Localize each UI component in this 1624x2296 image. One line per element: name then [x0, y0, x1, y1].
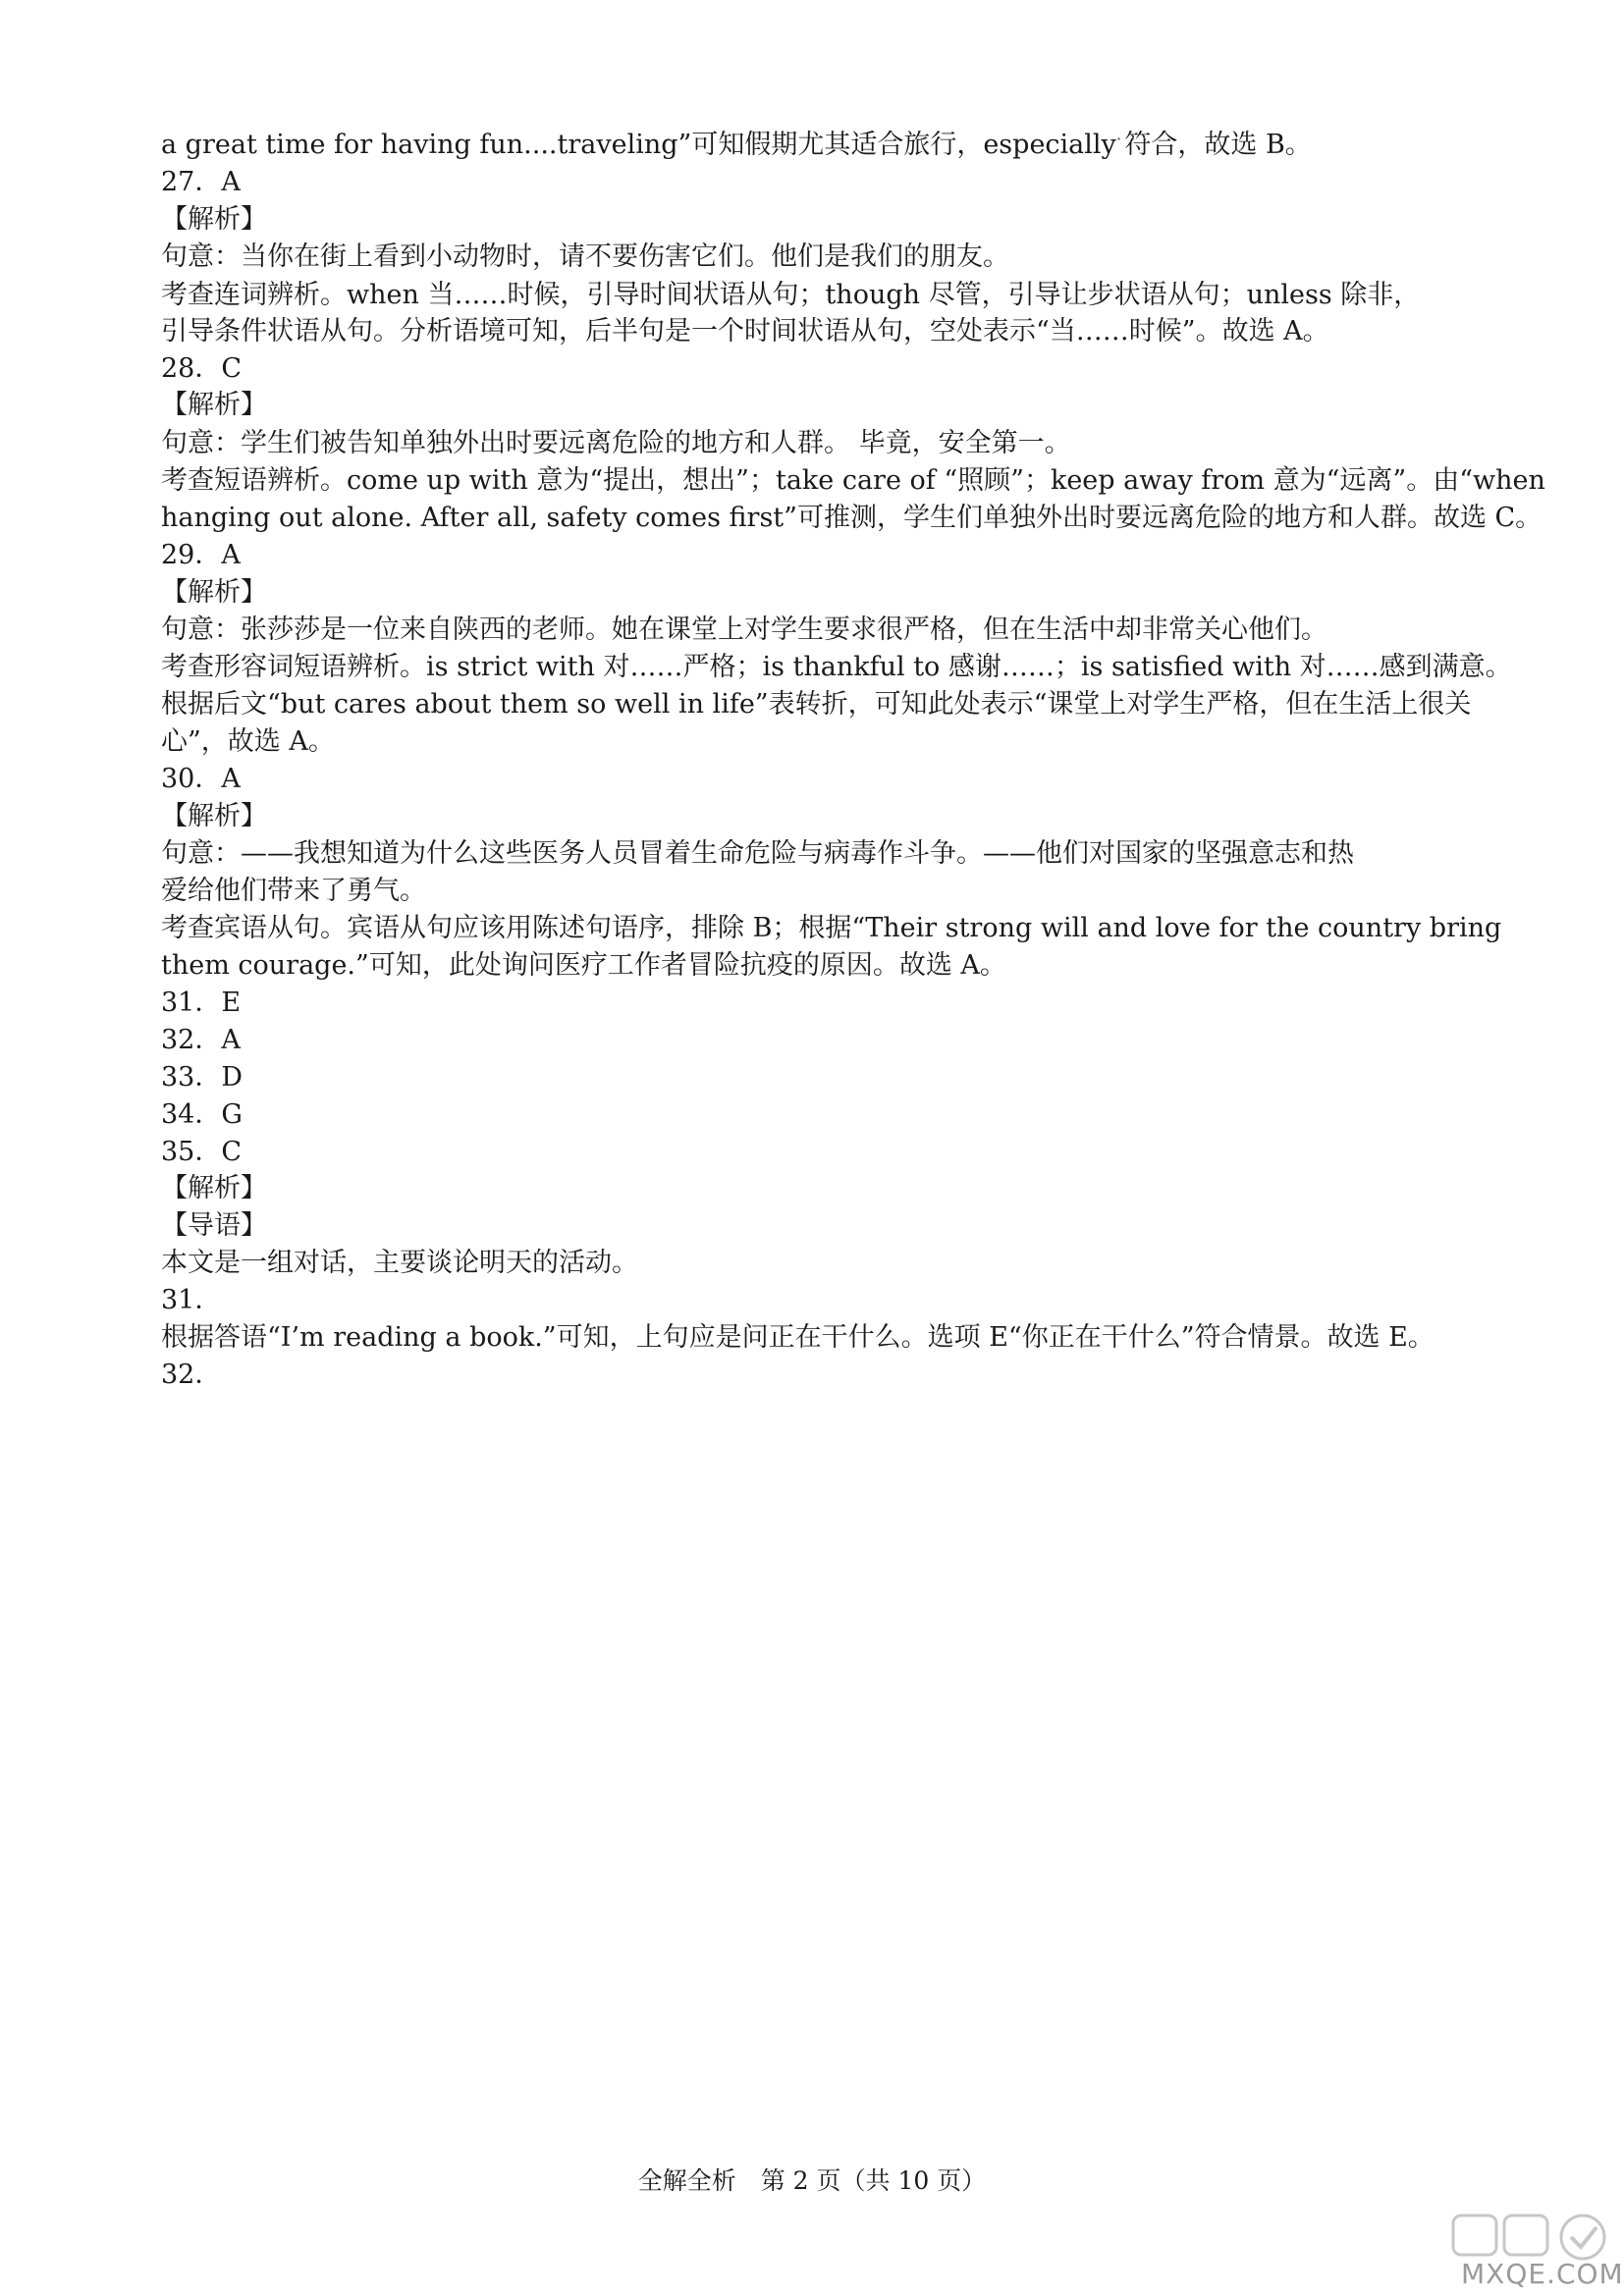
answer-35: 35．C: [161, 1137, 243, 1167]
analysis-heading: 【解析】: [161, 390, 267, 420]
text-line: a great time for having fun....traveling”可知假期尤其适合旅行，especially 符合，故选 B。: [161, 130, 1312, 160]
text-line: them courage.”可知，此处询问医疗工作者冒险抗疫的原因。故选 A。: [161, 950, 1006, 981]
analysis-heading: 【解析】: [161, 577, 267, 608]
intro-heading: 【导语】: [161, 1210, 267, 1241]
text-line: 爱给他们带来了勇气。: [161, 876, 426, 906]
answer-32: 32．A: [161, 1025, 241, 1055]
analysis-heading: 【解析】: [161, 801, 267, 831]
text-line: 本文是一组对话，主要谈论明天的活动。: [161, 1248, 638, 1278]
question-number: 32．: [161, 1360, 222, 1390]
text-line: 根据后文“but cares about them so well in life”表转折，可知此处表示“课堂上对学生严格，但在生活上很关: [161, 689, 1472, 720]
watermark-text: MXQE.COM: [1461, 2258, 1624, 2290]
text-line: 句意：学生们被告知单独外出时要远离危险的地方和人群。 毕竟，安全第一。: [161, 428, 1071, 458]
answer-28: 28．C: [161, 353, 243, 384]
text-line: 根据答语“I’m reading a book.”可知，上句应是问正在干什么。选项 E“你正在干什么”符合情景。故选 E。: [161, 1322, 1435, 1353]
text-line: 考查短语辨析。come up with 意为“提出，想出”；take care of “照顾”；keep away from 意为“远离”。由“when: [161, 465, 1545, 496]
question-number: 31．: [161, 1285, 222, 1315]
text-line: 心”，故选 A。: [161, 726, 335, 757]
answer-27: 27．A: [161, 167, 241, 197]
answer-29: 29．A: [161, 540, 241, 570]
text-line: 引导条件状语从句。分析语境可知，后半句是一个时间状语从句，空处表示“当……时候”。故选 A。: [161, 316, 1329, 347]
text-line: hanging out alone. After all, safety comes first”可推测，学生们单独外出时要远离危险的地方和人群。故选 C。: [161, 503, 1543, 533]
text-line: 考查连词辨析。when 当……时候，引导时间状语从句；though 尽管，引导让步状语从句；unless 除非，: [161, 280, 1421, 310]
text-line: 句意：当你在街上看到小动物时，请不要伤害它们。他们是我们的朋友。: [161, 241, 1009, 272]
page-footer: 全解全析 第 2 页（共 10 页）: [637, 2166, 987, 2195]
text-line: 句意：张莎莎是一位来自陕西的老师。她在课堂上对学生要求很严格，但在生活中却非常关心他们。: [161, 614, 1327, 645]
text-line: 句意：——我想知道为什么这些医务人员冒着生命危险与病毒作斗争。——他们对国家的坚强意志和热: [161, 838, 1354, 869]
answer-30: 30．A: [161, 764, 241, 794]
analysis-heading: 【解析】: [161, 1173, 267, 1203]
text-line: 考查形容词短语辨析。is strict with 对……严格；is thankful to 感谢……；is satisfied with 对……感到满意。: [161, 652, 1512, 682]
text-line: 考查宾语从句。宾语从句应该用陈述句语序，排除 B；根据“Their strong will and love for the country bring: [161, 913, 1502, 943]
answer-34: 34．G: [161, 1099, 243, 1130]
answer-31: 31．E: [161, 988, 242, 1018]
analysis-heading: 【解析】: [161, 204, 267, 235]
answer-33: 33．D: [161, 1062, 244, 1093]
